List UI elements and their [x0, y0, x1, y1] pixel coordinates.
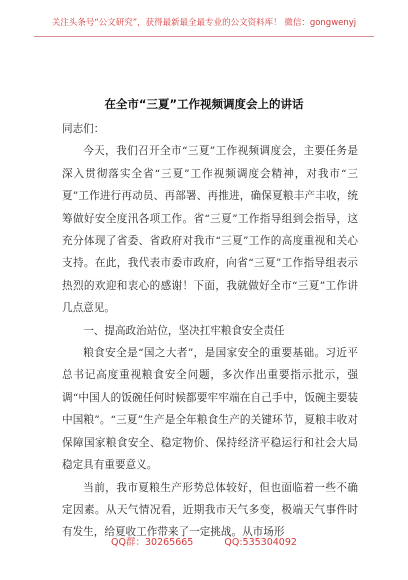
paragraph: 粮食安全是“国之大者”，是国家安全的重要基础。习近平总书记高度重视粮食安全问题，多次作出重要指示批示，强调“中国人的饭碗任何时候都要牢牢端在自己手中，饭碗主要装中国粮”。“三夏”生产是全年粮食生产的关键环节，夏粮丰收对保障国家粮食安全、稳定物价、保持经济平稳运行和社会大局稳定具有重要意义。: [62, 347, 358, 472]
paragraph: 今天，我们召开全市“三夏”工作视频调度会，主要任务是深入贯彻落实全省“三夏”工作视频调度会精神，对我市“三夏”工作进行再动员、再部署、再推进，确保夏粮丰产丰收，统筹做好安全度汛各项工作。省“三夏”工作指导组到会指导，这充分体现了省委、省政府对我市“三夏”工作的高度重视和关心支持。在此，我代表市委市政府，向省“三夏”工作指导组表示热烈的欢迎和衷心的感谢！下面，我就做好全市“三夏”工作讲几点意见。: [62, 145, 358, 315]
promo-header: 关注头条号“公文研究”，获得最新最全最专业的公文资料库！ 微信：gongwenyj: [51, 18, 357, 28]
qq-group: QQ群：30265665: [111, 537, 194, 548]
qq-number: QQ:535304092: [224, 537, 297, 548]
contact-footer: [0, 534, 408, 548]
document-body: [62, 118, 358, 544]
section-heading: 一、提高政治站位，坚决扛牢粮食安全责任: [83, 324, 285, 337]
greeting: 同志们：: [62, 123, 105, 135]
document-title: 在全市“三夏”工作视频调度会上的讲话: [104, 97, 304, 111]
header-divider: [34, 36, 374, 37]
paragraph: 当前，我市夏粮生产形势总体较好，但也面临着一些不确定因素。从天气情况看，近期我市天气多变，极端天气事件时有发生，给夏收工作带来了一定挑战。从市场形: [62, 481, 358, 539]
